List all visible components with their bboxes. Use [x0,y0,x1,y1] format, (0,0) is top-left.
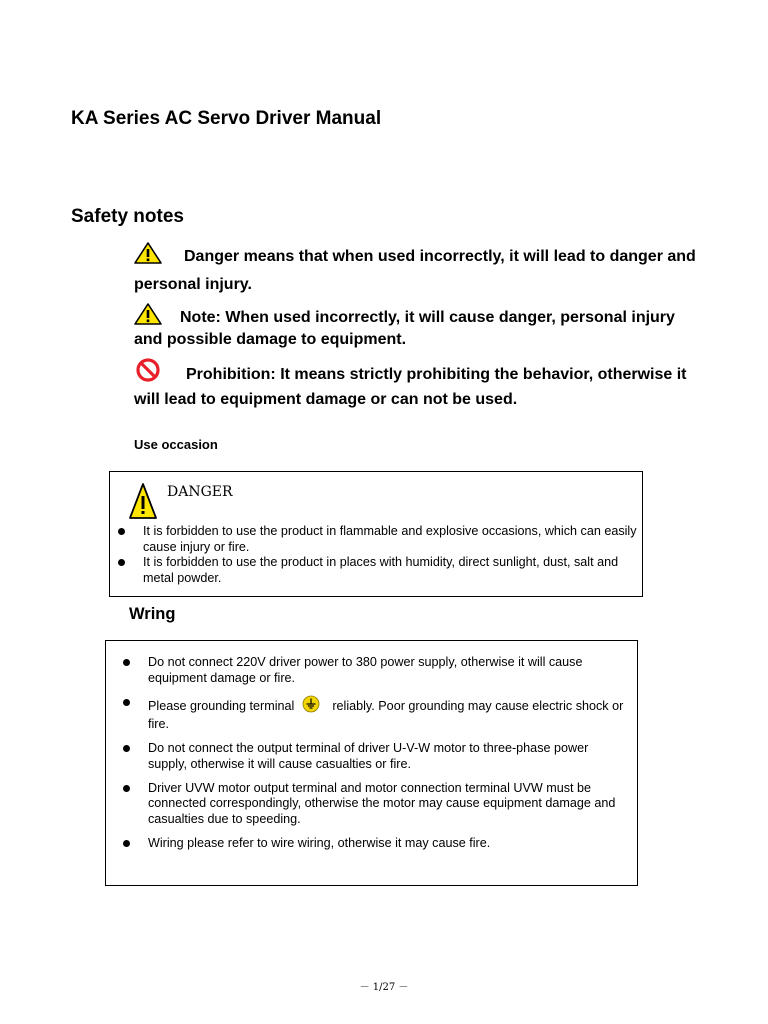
list-item: Driver UVW motor output terminal and motor connection terminal UVW must be connected correspondingly, otherwise the motor may cause equipment damage and casualties due to speeding. [106,781,626,828]
danger-box [109,471,643,597]
note-notice [134,303,704,349]
warning-triangle-icon [134,303,162,330]
prohibition-icon [134,358,162,389]
list-item: Wiring please refer to wire wiring, otherwise it may cause fire. [106,836,626,852]
wring-box [105,640,638,886]
prohibition-notice-text: Prohibition: It means strictly prohibiting the behavior, otherwise it will lead to equipment damage or can not be used. [134,366,687,408]
list-item: Do not connect the output terminal of driver U-V-W motor to three-phase power supply, otherwise it will cause casualties or fire. [106,741,626,772]
wring-list [106,655,626,860]
list-item [106,695,626,733]
list-item: It is forbidden to use the product in flammable and explosive occasions, which can easily cause injury or fire. [110,524,640,555]
warning-triangle-icon [128,482,158,525]
safety-notes-heading: Safety notes [71,206,184,227]
use-occasion-list [110,524,640,586]
list-item: Do not connect 220V driver power to 380 power supply, otherwise it will cause equipment damage or fire. [106,655,626,686]
grounding-text-start: Please grounding terminal [148,698,295,713]
danger-notice-text: Danger means that when used incorrectly, it will lead to danger and personal injury. [134,248,696,293]
warning-triangle-icon [134,242,162,272]
grounding-text-end: reliably. Poor grounding may cause electric shock or fire. [148,698,624,731]
wring-heading: Wring [129,605,176,623]
prohibition-notice [134,358,704,411]
ground-terminal-icon [302,695,320,718]
note-notice-text: Note: When used incorrectly, it will cause danger, personal injury and possible damage to equipment. [134,309,675,348]
use-occasion-label: Use occasion [134,437,218,452]
danger-notice [134,242,704,297]
list-item: It is forbidden to use the product in places with humidity, direct sunlight, dust, salt and metal powder. [110,555,640,586]
danger-box-label: DANGER [167,484,233,500]
page-number: － 1/27 － [359,982,409,993]
document-title: KA Series AC Servo Driver Manual [71,108,382,129]
